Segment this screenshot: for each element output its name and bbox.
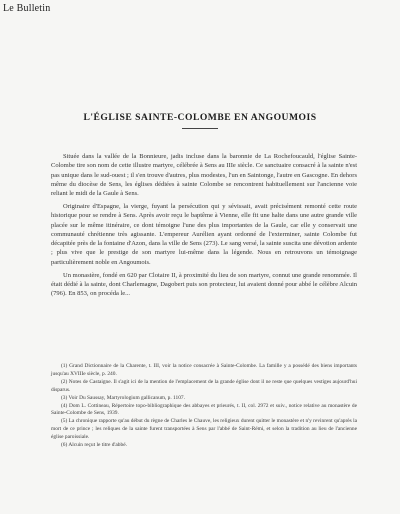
- footnote: (2) Notes de Castaigne. Il s'agit ici de la mention de l'emplacement de la grande église dont il ne reste que quelques vestiges aujourd'hui disparus.: [51, 378, 357, 393]
- title-rule: [182, 128, 218, 129]
- footnote: (3) Voir Du Saussay, Martyrologium gallicanum, p. 1107.: [61, 394, 185, 401]
- footnote: (1) Grand Dictionnaire de la Charente, t. III, voir la notice consacrée à Sainte-Colombe. La famille y a possédé des biens importants jusqu'au XVIIIe siècle, p. 240.: [51, 363, 357, 377]
- footnote: (6) Alcuin reçut le titre d'abbé.: [61, 442, 127, 449]
- journal-name: Le Bulletin: [3, 3, 51, 14]
- article-body: [51, 152, 357, 302]
- body-paragraph: Originaire d'Espagne, la vierge, fuyant la persécution qui y sévissait, avait précisément remonté cette route historique pour se rendre à Sens. Après avoir reçu le baptême à Vienne, elle fit une halte dans une autre grande ville placée sur le même itinéraire, ce dont témoigne l'une des plus importantes de la Gaule, car elle y conservait une communauté chrétienne très agissante. L'empereur Aurélien ayant ordonné de l'exterminer, sainte Colombe fut décapitée près de la fontaine d'Azon, dans la ville de Sens (273). Le sang versé, la sainte suscita une dévotion ardente ; plus vive que le prestige de son martyre lui-même dans la légende. Nous en retrouvons un témoignage particulièrement noble en Angoumois.: [51, 202, 357, 266]
- body-paragraph: Un monastère, fondé en 620 par Clotaire II, à proximité du lieu de son martyre, connut une grande renommée. Il était dédié à la sainte, dont Charlemagne, Dagobert puis son protecteur, lui avaient donné pour abbé le célèbre Alcuin (796). En 853, on procéda le...: [51, 271, 357, 298]
- footnote: (4) Dom L. Cottineau, Répertoire topo-bibliographique des abbayes et prieurés, t. II, col. 2972 et suiv., notice relative au monastère de Sainte-Colombe de Sens, 1939.: [51, 402, 357, 417]
- article-title: L'ÉGLISE SAINTE-COLOMBE EN ANGOUMOIS: [83, 112, 317, 123]
- footnote: (5) La chronique rapporte qu'au début du règne de Charles le Chauve, les religieux durent quitter le monastère et n'y revinrent qu'après la mort de ce prince ; les reliques de la sainte furent transportées à Sens par l'abbé de Saint-Rémi, et selon la tradition au lieu de l'ancienne église paroissiale.: [51, 418, 357, 441]
- footnotes: [51, 363, 357, 450]
- body-paragraph: Située dans la vallée de la Bonnieure, jadis incluse dans la baronnie de La Rochefoucauld, l'église Sainte-Colombe tire son nom de cette illustre martyre, célébrée à Sens au IIIe siècle. Ce sanctuaire consacré à la sainte n'est pas unique dans le sud-ouest ; il s'en trouve d'autres, plus modestes, l'un en Saintonge, l'autre en Gascogne. En dehors même du diocèse de Sens, les églises dédiées à sainte Colombe se rencontrent habituellement sur l'ancienne voie reliant le midi de la Gaule à Sens.: [51, 153, 357, 198]
